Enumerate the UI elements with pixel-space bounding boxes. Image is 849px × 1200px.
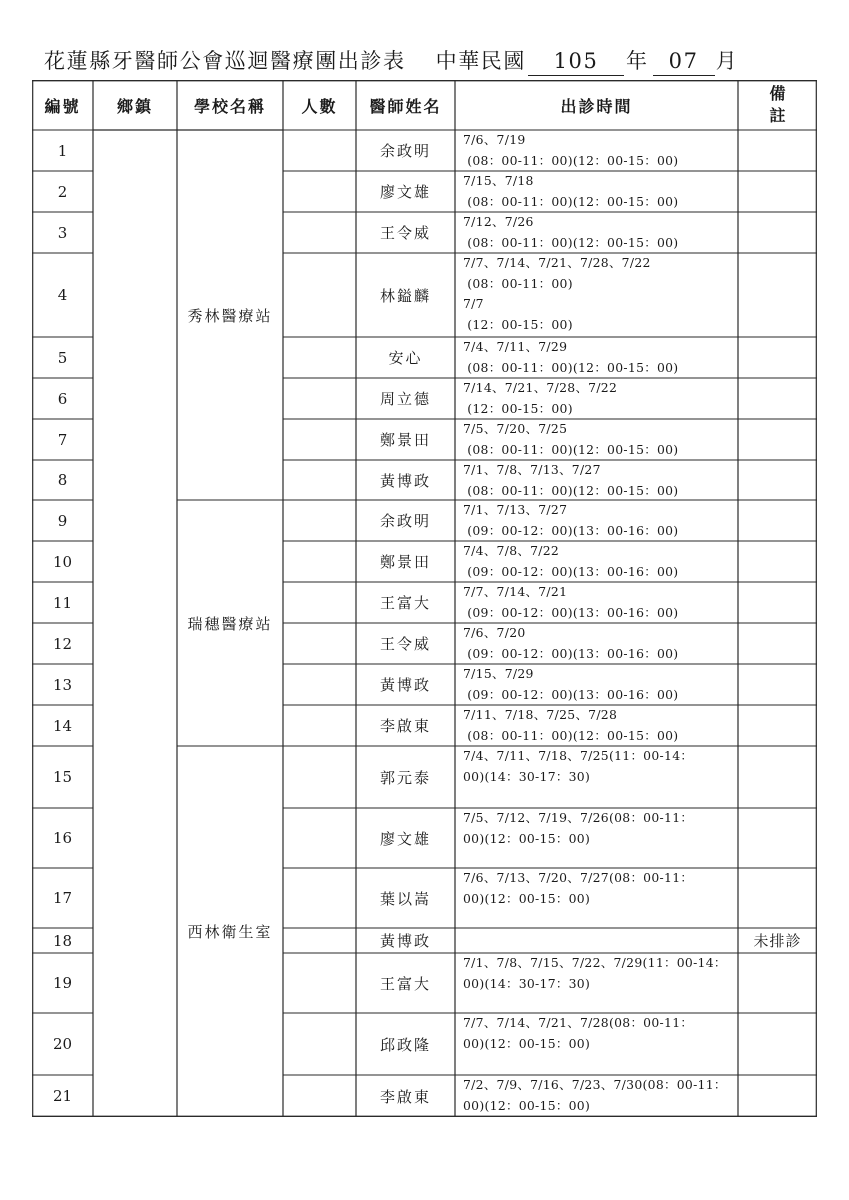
visit-time-line: (09：00-12：00)(13：00-16：00) [463,522,679,538]
visit-time-line: 7/4、7/11、7/29 [463,339,568,354]
year-value: 105 [528,47,624,76]
visit-time-line: 7/1、7/8、7/15、7/22、7/29(11：00-14： [463,955,727,970]
visit-time-line: 00)(12：00-15：00) [463,1035,591,1051]
visit-time-line: (12：00-15：00) [463,316,573,332]
row-note [738,1013,817,1075]
row-note [738,419,817,460]
doctor-name: 鄭景田 [379,553,431,571]
doctor-name: 葉以嵩 [379,889,431,908]
doctor-name: 鄭景田 [379,431,431,449]
visit-time-line: 7/1、7/13、7/27 [463,502,568,517]
visit-time-line: 7/6、7/13、7/20、7/27(08：00-11： [463,870,694,885]
visit-time-line: 7/7、7/14、7/21 [463,584,568,599]
row-note [738,500,817,541]
header-time: 出診時間 [560,96,633,116]
visit-time-line: 7/5、7/20、7/25 [463,421,568,436]
doctor-name: 余政明 [379,512,431,530]
visit-time-line: (08：00-11：00)(12：00-15：00) [463,482,679,498]
visit-time-line: 7/7、7/14、7/21、7/28、7/22 [463,255,651,270]
visit-time-line: (09：00-12：00)(13：00-16：00) [463,563,679,579]
visit-time [455,378,738,419]
doctor-name: 林鎰麟 [379,286,431,305]
visit-time-line: (09：00-12：00)(13：00-16：00) [463,604,679,620]
visit-time-line: 7/6、7/19 [463,132,526,147]
visit-time-line: 00)(12：00-15：00) [463,1097,591,1113]
row-number: 4 [57,286,68,304]
row-number: 18 [52,931,73,950]
row-number: 6 [57,389,68,408]
row-number: 14 [52,716,73,735]
doctor-name: 王令威 [379,224,431,242]
row-note [738,582,817,623]
visit-time-line: 7/14、7/21、7/28、7/22 [463,380,618,395]
visit-time [455,1013,738,1075]
doctor-name: 余政明 [379,142,431,160]
visit-time-line: 7/6、7/20 [463,625,526,640]
row-note [738,460,817,500]
visit-time-line: 7/4、7/11、7/18、7/25(11：00-14： [463,748,694,763]
doctor-name: 黃博政 [379,676,431,694]
visit-time-line: 7/15、7/18 [463,173,534,188]
visit-time [455,130,738,171]
doctor-name: 王富大 [379,974,431,993]
schedule-table [32,80,817,1117]
site-name: 秀林醫療站 [187,306,273,325]
visit-time-line: (12：00-15：00) [463,400,573,416]
row-note [738,664,817,705]
month-value: 07 [653,47,715,76]
visit-time-line: 7/1、7/8、7/13、7/27 [463,462,601,477]
visit-time [455,868,738,928]
visit-time-line: 00)(14：30-17：30) [463,975,591,991]
visit-time-line: (09：00-12：00)(13：00-16：00) [463,686,679,702]
visit-time [455,1075,738,1117]
visit-time-line: (08：00-11：00) [463,275,573,291]
doctor-name: 安心 [388,349,423,367]
header-doctor: 醫師姓名 [369,96,442,116]
row-note [738,171,817,212]
visit-time-line: (09：00-12：00)(13：00-16：00) [463,645,679,661]
visit-time-line: (08：00-11：00)(12：00-15：00) [463,234,679,250]
visit-time [455,953,738,1013]
visit-time-line: 7/5、7/12、7/19、7/26(08：00-11： [463,810,694,825]
visit-time-line: 7/4、7/8、7/22 [463,543,560,558]
row-number: 9 [57,511,68,530]
doctor-name: 黃博政 [379,471,431,490]
visit-time [455,212,738,253]
row-note: 未排診 [753,932,802,950]
row-number: 16 [52,829,73,847]
doctor-name: 李啟東 [379,717,431,735]
visit-time-line: 00)(14：30-17：30) [463,768,591,784]
doctor-name: 廖文雄 [379,829,431,848]
visit-time [455,623,738,664]
row-note [738,253,817,337]
header-note-line1: 備 [769,84,786,103]
visit-time-line: 7/2、7/9、7/16、7/23、7/30(08：00-11： [463,1077,727,1092]
visit-time-line: (08：00-11：00)(12：00-15：00) [463,152,679,168]
month-unit: 月 [715,49,739,73]
row-number: 12 [52,634,73,653]
visit-time-line: 00)(12：00-15：00) [463,890,591,906]
visit-time [455,419,738,460]
row-note [738,623,817,664]
title-text: 花蓮縣牙醫師公會巡迴醫療團出診表 [44,49,406,73]
row-number: 15 [52,768,73,786]
visit-time [455,253,738,337]
visit-time [455,928,738,953]
row-note [738,337,817,378]
visit-time [455,337,738,378]
doctor-name: 周立德 [379,390,431,408]
doctor-name: 黃博政 [379,932,431,950]
visit-time-line: (08：00-11：00)(12：00-15：00) [463,727,679,743]
visit-time [455,808,738,868]
row-number: 5 [57,348,68,367]
visit-time [455,171,738,212]
row-number: 1 [57,141,68,160]
visit-time-line: 7/7 [463,296,484,312]
row-note [738,705,817,746]
header-school: 學校名稱 [193,96,266,116]
visit-time-line: (08：00-11：00)(12：00-15：00) [463,193,679,209]
row-note [738,868,817,928]
row-number: 13 [52,675,73,694]
row-note [738,130,817,171]
header-note-line2: 註 [769,106,786,125]
row-note [738,746,817,808]
visit-time-line: 7/15、7/29 [463,666,534,681]
row-note [738,808,817,868]
row-number: 11 [52,593,73,612]
row-number: 3 [57,223,68,242]
visit-time-line: 7/7、7/14、7/21、7/28(08：00-11： [463,1015,694,1030]
visit-time-line: 7/11、7/18、7/25、7/28 [463,707,618,722]
page-title [44,44,738,78]
row-number: 19 [52,974,73,992]
doctor-name: 郭元泰 [379,768,431,787]
row-note [738,953,817,1013]
visit-time [455,705,738,746]
header-township: 鄉鎮 [116,96,153,116]
row-number: 2 [57,182,68,201]
row-note [738,378,817,419]
row-note [738,212,817,253]
header-count: 人數 [301,96,338,116]
header-note [738,80,817,130]
year-unit: 年 [626,49,649,73]
visit-time-line: (08：00-11：00)(12：00-15：00) [463,359,679,375]
header-number: 編號 [44,96,81,116]
row-number: 17 [52,889,73,907]
visit-time-line: (08：00-11：00)(12：00-15：00) [463,441,679,457]
row-number: 20 [52,1035,73,1053]
visit-time [455,746,738,808]
doctor-name: 王富大 [379,594,431,612]
visit-time [455,500,738,541]
doctor-name: 邱政隆 [379,1035,431,1054]
row-note [738,541,817,582]
row-number: 10 [52,552,73,571]
doctor-name: 廖文雄 [379,183,431,201]
doctor-name: 李啟東 [379,1087,431,1106]
visit-time-line: 7/12、7/26 [463,214,534,229]
row-note [738,1075,817,1117]
row-number: 7 [57,430,68,449]
site-name: 西林衛生室 [187,923,273,941]
visit-time [455,582,738,623]
site-name: 瑞穗醫療站 [187,614,273,633]
doctor-name: 王令威 [379,635,431,653]
visit-time-line: 00)(12：00-15：00) [463,830,591,846]
row-number: 21 [52,1087,73,1105]
visit-time [455,460,738,500]
row-number: 8 [57,471,68,489]
era-label: 中華民國 [435,49,527,73]
visit-time [455,664,738,705]
visit-time [455,541,738,582]
